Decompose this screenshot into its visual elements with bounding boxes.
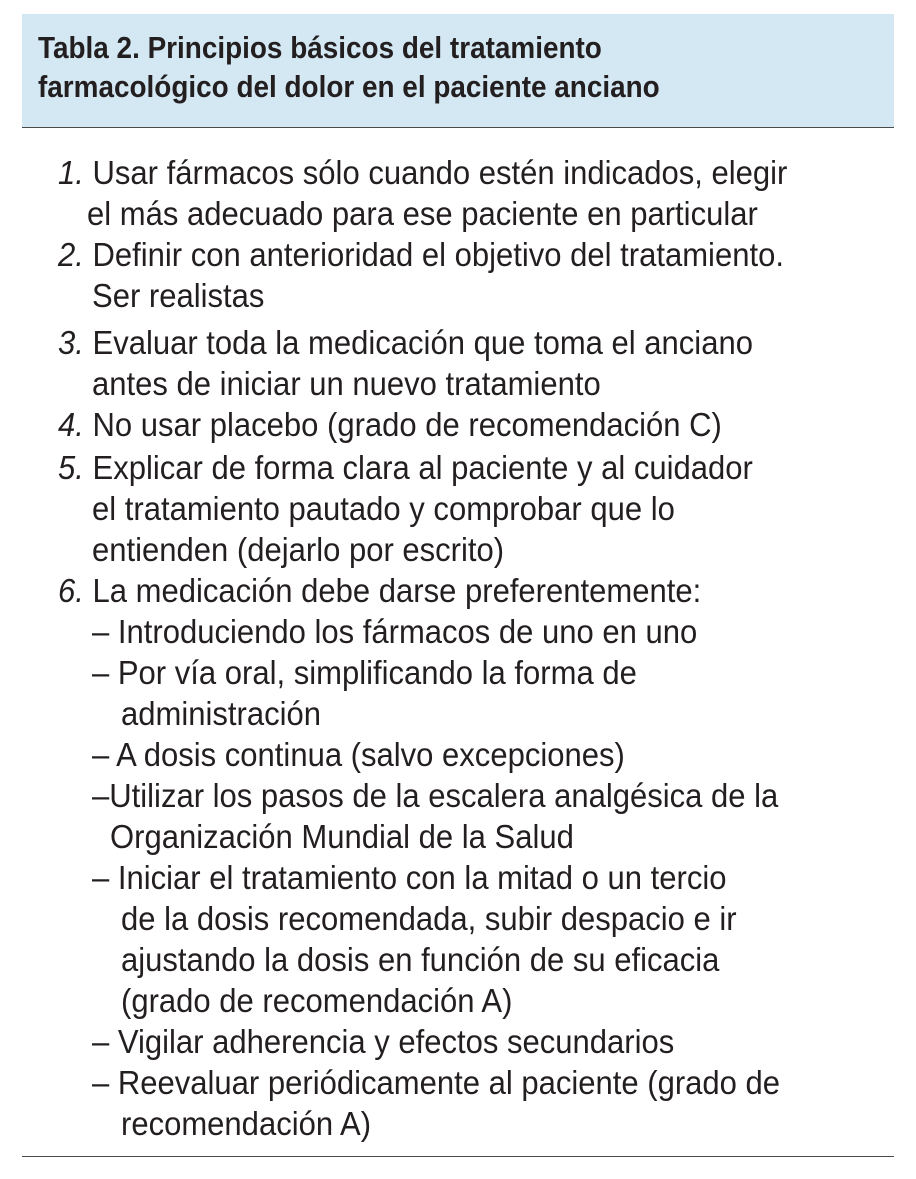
- item-2-text-1: Definir con anterioridad el objetivo del tratamiento.: [92, 236, 784, 273]
- table-title-line-2: farmacológico del dolor en el paciente anciano: [38, 69, 660, 104]
- item-1-text-1: Usar fármacos sólo cuando estén indicados, elegir: [92, 154, 788, 191]
- subitem-5-line-2: de la dosis recomendada, subir despacio e ir: [121, 900, 737, 937]
- subitem-4-line-1: –Utilizar los pasos de la escalera analgésica de la: [92, 777, 779, 814]
- list-item-2-line-2: Ser realistas: [92, 277, 265, 314]
- subitem-5-line-1: – Iniciar el tratamiento con la mitad o un tercio: [92, 859, 727, 896]
- subitem-4-line-2: Organización Mundial de la Salud: [110, 818, 574, 855]
- subitem-5-line-3: ajustando la dosis en función de su eficacia: [121, 941, 720, 978]
- list-item-5-line-3: entienden (dejarlo por escrito): [92, 531, 505, 568]
- subitem-7-line-1: – Reevaluar periódicamente al paciente (grado de: [92, 1064, 781, 1101]
- item-5-text-1: Explicar de forma clara al paciente y al cuidador: [92, 449, 753, 486]
- item-number-6: 6.: [58, 572, 84, 609]
- item-4-text-1: No usar placebo (grado de recomendación C): [92, 406, 722, 443]
- list-item-5-line-2: el tratamiento pautado y comprobar que lo: [92, 490, 675, 527]
- subitem-1-line-1: – Introduciendo los fármacos de uno en uno: [92, 613, 698, 650]
- subitem-5-line-4: (grado de recomendación A): [121, 982, 513, 1019]
- table-title-line-1: Tabla 2. Principios básicos del tratamiento: [38, 30, 602, 65]
- list-item-3-line-2: antes de iniciar un nuevo tratamiento: [92, 365, 601, 402]
- list-item-1-line-2: el más adecuado para ese paciente en particular: [87, 195, 758, 232]
- list-item-2-line-1: [58, 235, 784, 275]
- item-3-text-1: Evaluar toda la medicación que toma el anciano: [92, 324, 753, 361]
- item-number-3: 3.: [58, 324, 84, 361]
- item-6-text-1: La medicación debe darse preferentemente:: [92, 572, 702, 609]
- item-number-2: 2.: [58, 236, 84, 273]
- item-number-4: 4.: [58, 406, 84, 443]
- subitem-2-line-2: administración: [121, 695, 321, 732]
- subitem-2-line-1: – Por vía oral, simplificando la forma de: [92, 654, 637, 691]
- subitem-7-line-2: recomendación A): [121, 1105, 372, 1142]
- item-number-5: 5.: [58, 449, 84, 486]
- item-number-1: 1.: [58, 154, 84, 191]
- subitem-6-line-1: – Vigilar adherencia y efectos secundarios: [92, 1023, 675, 1060]
- list-item-1-line-1: [58, 153, 787, 193]
- list-item-3-line-1: [58, 323, 753, 363]
- list-item-4-line-1: [58, 405, 722, 445]
- subitem-3-line-1: – A dosis continua (salvo excepciones): [92, 736, 625, 773]
- bottom-rule: [22, 1156, 894, 1157]
- list-item-6-line-1: [58, 571, 701, 611]
- list-item-5-line-1: [58, 448, 753, 488]
